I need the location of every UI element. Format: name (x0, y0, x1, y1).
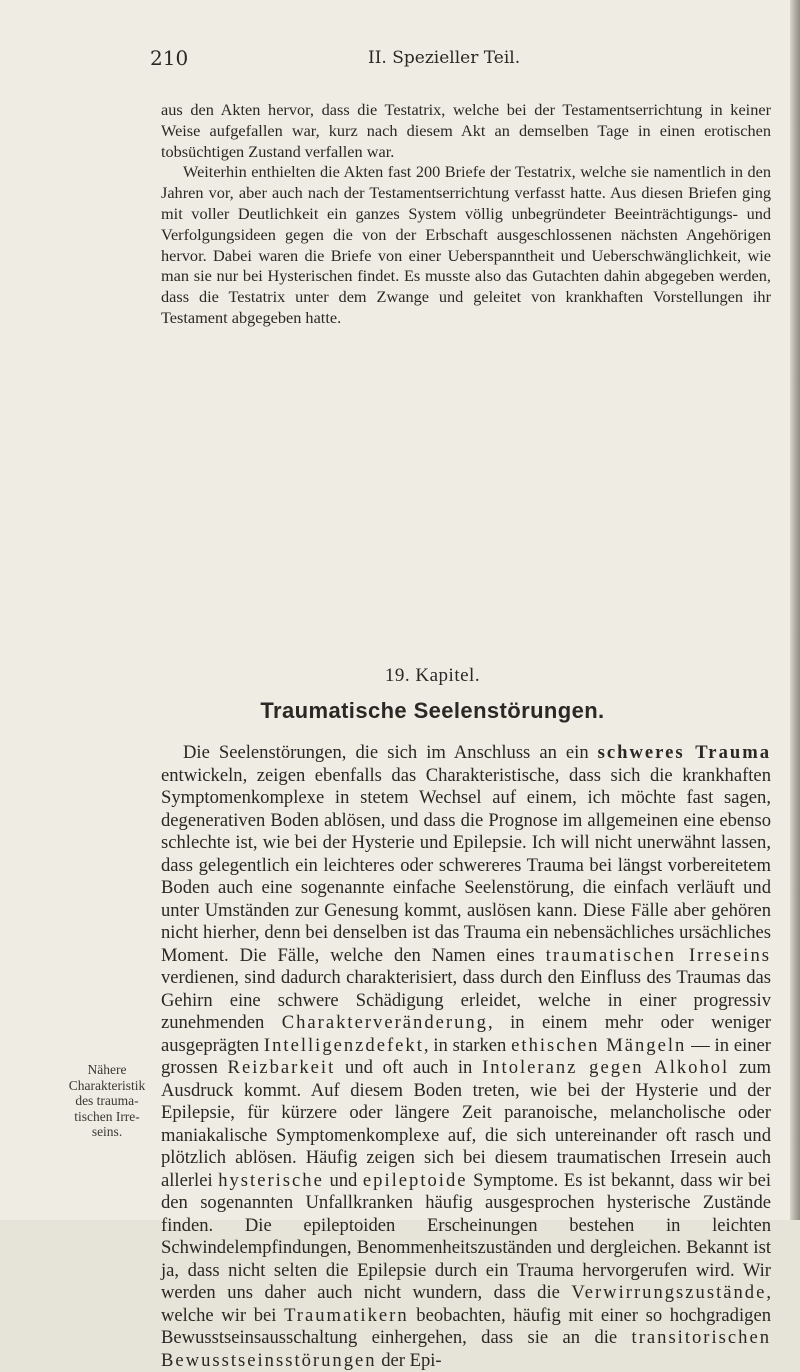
text-run: verdienen, sind dadurch charakterisiert, dass durch den Einfluss des Traumas das Gehirn eine schwere Schädigung erleidet, welche in einer progressiv zunehmenden (161, 967, 771, 1033)
emphasis-spaced: Traumatikern (284, 1304, 409, 1326)
emphasis-spaced: Charakterveränderung (281, 1012, 488, 1033)
text-run: der Epi- (376, 1349, 442, 1371)
emphasis-spaced: hysterische (218, 1169, 324, 1191)
running-title: II. Spezieller Teil. (368, 48, 521, 68)
text-run: Die Seelenstörungen, die sich im Anschluss an ein (183, 742, 598, 763)
emphasis-bold-spaced: schweres Trauma (597, 742, 771, 763)
emphasis-spaced: Intoleranz gegen Alkohol (482, 1057, 730, 1078)
text-run: und (323, 1169, 363, 1191)
text-run: entwickeln, zeigen ebenfalls das Charakteristische, dass sich die krankhaften Symptomenkomplexe in stetem Wechsel auf einem, ich möchte fast sagen, degenerativen Boden ablösen, und dass die Prognose im allgemeinen eine ebenso schlechte ist, wie bei der Hysterie und Epilepsie. Ich will nicht unerwähnt lassen, dass gelegentlich ein leichteres oder schwereres Trauma bei längst vorbereitetem Boden auch eine sogenannte einfache Seelenstörung, die einfach verläuft und unter Umständen zur Genesung kommt, auslösen kann. Diese Fälle aber gehören nicht hierher, denn bei denselben ist das Trauma ein nebensächliches ursächliches Moment. Die Fälle, welche den Namen eines (161, 764, 771, 966)
text-run: Symptome. Es ist bekannt, dass wir bei den sogenannten Unfallkranken häufig ausgesprochen hysterische Zustände finden. Die epileptoiden Erscheinungen bestehen in leichten Schwindelempfindungen, Benommenheitszuständen und dergleichen. Bekannt ist ja, dass nicht selten die Epilepsie durch ein Trauma hervorgerufen wird. Wir werden uns daher auch nicht wundern, dass die (161, 1169, 771, 1303)
text-run: und oft auch in (335, 1057, 483, 1078)
chapter-number: 19. Kapitel. (384, 665, 481, 686)
page-edge (790, 0, 800, 1220)
emphasis-spaced: Intelligenzdefekt (263, 1034, 424, 1056)
text-run: beobachten, häufig mit einer so hochgradigen Bewusstseinsausschaltung einhergehen, dass sie an die (161, 1304, 771, 1348)
emphasis-spaced: Reizbarkeit (227, 1057, 336, 1078)
page-number: 210 (150, 46, 189, 70)
text-run: — in einer grossen (161, 1034, 771, 1078)
paragraph: Weiterhin enthielten die Akten fast 200 Briefe der Testatrix, welche sie namentlich in den Jahren vor, aber auch nach der Testamentserrichtung verfasst hatte. Aus diesen Briefen ging mit voller Deutlichkeit ein ganzes System völlig unbegründeter Beeinträchtigungs- und Verfolgungsideen gegen die von der Erbschaft ausgeschlossenen nächsten Angehörigen hervor. Dabei waren die Briefe von einer Ueberspanntheit und Ueberschwänglichkeit, wie man sie nur bei Hysterischen findet. Es musste also das Gutachten dahin abgegeben werden, dass die Testatrix unter dem Zwange und geleitet von krankhaften Vorstellungen ihr Testament abgegeben hatte. (161, 162, 771, 327)
text-run: , welche wir bei (161, 1282, 771, 1326)
text-run: , in starken (423, 1034, 512, 1056)
emphasis-spaced: epileptoide (362, 1169, 468, 1191)
running-head (150, 46, 610, 74)
emphasis-spaced: traumatischen Irreseins (545, 944, 771, 966)
paragraph: aus den Akten hervor, dass die Testatrix, welche bei der Testamentserrichtung in keiner Weise aufgefallen war, kurz nach diesem Akt an demselben Tage in einen erotischen tobsüchtigen Zustand verfallen war. (161, 100, 771, 161)
paragraph (161, 742, 771, 1372)
emphasis-spaced: transitorischen Bewusstseinsstörungen (161, 1327, 771, 1371)
chapter-body (161, 742, 771, 1372)
margin-note: Nähere Charakteristik des traumatischen Irreseins. (68, 1062, 146, 1139)
emphasis-spaced: Verwirrungszustände (571, 1282, 767, 1303)
previous-case-text (161, 100, 771, 329)
emphasis-spaced: ethischen Mängeln (511, 1034, 687, 1056)
chapter-title: Traumatische Seelenstörungen. (260, 698, 605, 723)
text-run: zum Ausdruck kommt. Auf diesem Boden treten, wie bei der Hysterie und der Epilepsie, für kürzere oder längere Zeit paranoische, melancholische oder maniakalische Symptomenkomplexe auf, die sich untereinander oft rasch und plötzlich ablösen. Häufig zeigen sich bei diesem traumatischen Irresein auch allerlei (161, 1057, 771, 1191)
text-run: , in einem mehr oder weniger ausgeprägten (161, 1012, 771, 1056)
